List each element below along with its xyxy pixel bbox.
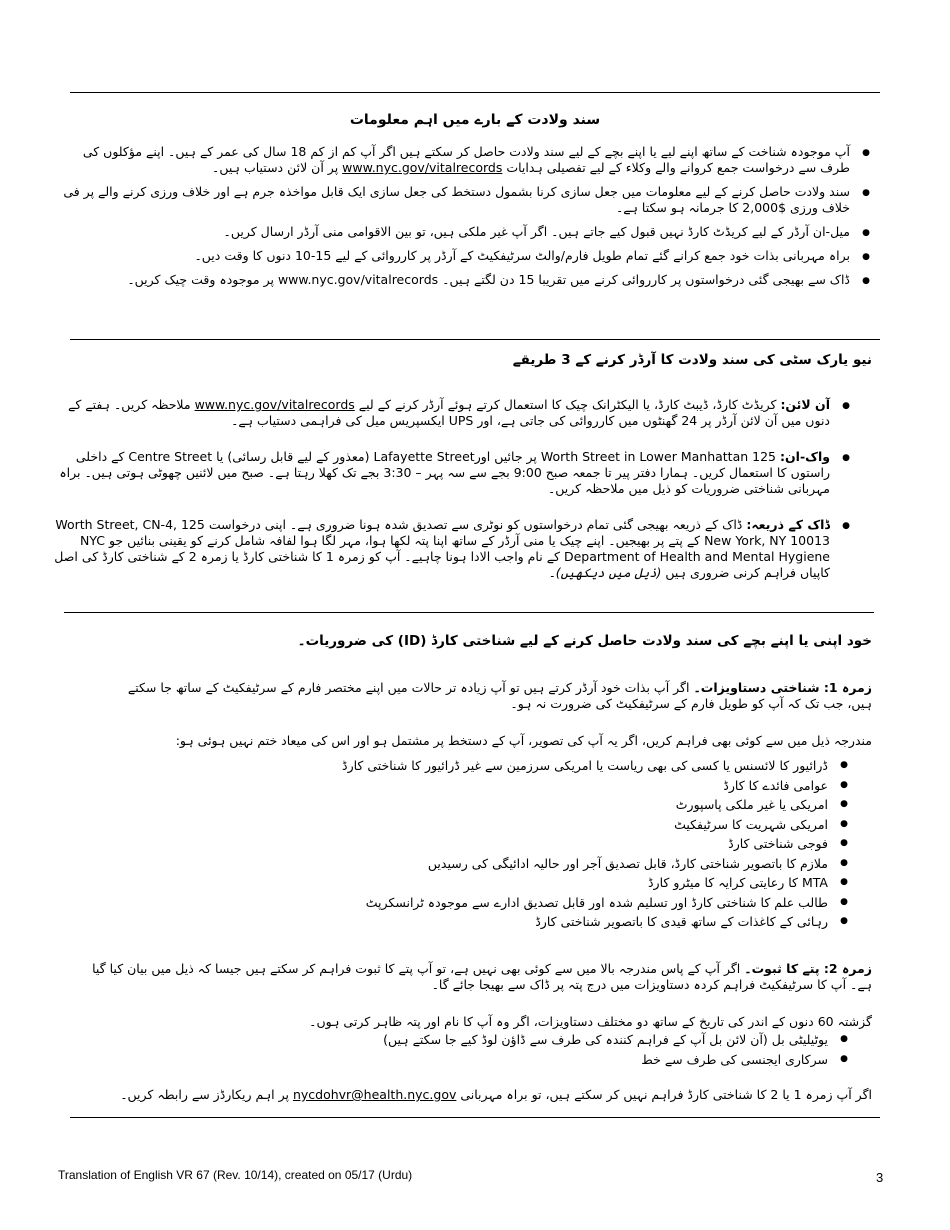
contact-paragraph: اگر آپ زمرہ 1 یا 2 کا شناختی کارڈ فراہم نہیں کر سکتے ہیں، تو براہ مہربانی nycdohvr@health.nyc.gov پر اہم ریکارڈز سے رابطہ کریں۔ bbox=[120, 1087, 872, 1102]
vitalrecords-link[interactable]: www.nyc.gov/vitalrecords bbox=[194, 397, 355, 412]
list-item: ● ڈرائیور کا لائسنس یا کسی کی بھی ریاست یا امریکی سرزمین سے غیر ڈرائیور کا شناختی کارڈ bbox=[200, 756, 850, 776]
list-item: ● ملازم کا باتصویر شناختی کارڈ، قابل تصدیق آجر اور حالیہ ادائیگی کی رسیدیں bbox=[200, 854, 850, 874]
list-item: ● براہ مہربانی بذات خود جمع کرانے گئے تمام طویل فارم/والٹ سرٹیفکیٹ کے آرڈر پر کارروائی کے لیے 15-10 دنوں کا وقت دیں۔ bbox=[52, 248, 872, 264]
section3-title: خود اپنی یا اپنے بچے کی سند ولادت حاصل کرنے کے لیے شناختی کارڈ (ID) کی ضروریات۔ bbox=[297, 633, 872, 649]
category2-list bbox=[200, 1030, 850, 1069]
list-item: ● آن لائن: کریڈٹ کارڈ، ڈیبٹ کارڈ، یا الیکٹرانک چیک کا استعمال کرتے ہوئے آرڈر کرنے کے لیے www.nyc.gov/vitalrecords ملاحظہ کریں۔ ہفتے کے دنوں میں آن لائن آرڈر پر 24 گھنٹوں میں کارروائی کی جاتی ہے، اور UPS ایکسپریس میل کی فراہمی دستیاب ہے۔ bbox=[52, 397, 852, 429]
list-item: ● فوجی شناختی کارڈ bbox=[200, 834, 850, 854]
section1-divider bbox=[70, 339, 880, 340]
list-item: ● یوٹیلیٹی بل (آن لائن بل آپ کے فراہم کنندہ کی طرف سے ڈاؤن لوڈ کیے جا سکتے ہیں) bbox=[200, 1030, 850, 1050]
section1-title: سند ولادت کے بارے میں اہم معلومات bbox=[349, 112, 601, 128]
vitalrecords-link[interactable]: www.nyc.gov/vitalrecords bbox=[342, 160, 503, 175]
list-item: ● میل-ان آرڈر کے لیے کریڈٹ کارڈ نہیں قبول کیے جاتے ہیں۔ اگر آپ غیر ملکی ہیں، تو بین الاقوامی منی آرڈر ارسال کریں۔ bbox=[52, 224, 872, 240]
list-item: ● عوامی فائدے کا کارڈ bbox=[200, 776, 850, 796]
list-item: ● امریکی شہریت کا سرٹیفکیٹ bbox=[200, 815, 850, 835]
category2-intro: گزشتہ 60 دنوں کے اندر کی تاریخ کے ساتھ دو مختلف دستاویزات، اگر وہ آپ کا نام اور پتہ ظاہر کرتی ہوں۔ bbox=[309, 1014, 872, 1029]
list-item: ● ڈاک سے بھیجی گئی درخواستوں پر کارروائی کرنے میں تقریبا 15 دن لگتے ہیں۔ www.nyc.gov/vitalrecords پر موجودہ وقت چیک کریں۔ bbox=[52, 272, 872, 288]
category2-paragraph: زمرہ 2: پتے کا ثبوت۔ اگر آپ کے پاس مندرجہ بالا میں سے کوئی بھی نہیں ہے، تو آپ پتے کا ثبوت فراہم کر سکتے ہیں جیسا کہ ذیل میں بیان کیا گیا ہے۔ آپ کا سرٹیفکیٹ فراہم کردہ دستاویزات میں درج پتہ پر ڈاک سے بھیجا جائے گا۔ bbox=[92, 961, 872, 992]
list-item: ● امریکی یا غیر ملکی پاسپورٹ bbox=[200, 795, 850, 815]
list-item: ● آپ موجودہ شناخت کے ساتھ اپنے لیے یا اپنے بچے کے لیے سند ولادت حاصل کر سکتے ہیں اگر آپ کم از کم 18 سال کی عمر کے ہیں۔ اپنے مؤکلوں کی طرف سے درخواست جمع کروانے والے وکلاء کے لیے تفصیلی ہدایات www.nyc.gov/vitalrecords پر آن لائن دستیاب ہیں۔ bbox=[52, 144, 872, 176]
section2-title: نیو یارک سٹی کی سند ولادت کا آرڈر کرنے کے 3 طریقے bbox=[512, 352, 872, 368]
category1-intro: مندرجہ ذیل میں سے کوئی بھی فراہم کریں، اگر یہ آپ کی تصویر، آپ کے دستخط پر مشتمل ہو اور اس کی میعاد ختم نہیں ہوئی ہو: bbox=[175, 733, 872, 748]
section2-divider bbox=[64, 612, 874, 613]
list-item: ● سند ولادت حاصل کرنے کے لیے معلومات میں جعل سازی کرنا بشمول دستخط کی جعل سازی ایک قابل مواخذہ جرم ہے اور خلاف ورزی کرنے والے پر فی خلاف ورزی $2,000 کا جرمانہ ہو سکتا ہے۔ bbox=[52, 184, 872, 216]
top-divider bbox=[70, 92, 880, 93]
list-item: ● طالب علم کا شناختی کارڈ اور تسلیم شدہ اور قابل تصدیق ادارے سے موجودہ ٹرانسکرپٹ bbox=[200, 893, 850, 913]
category1-list bbox=[200, 756, 850, 932]
bottom-divider bbox=[70, 1117, 880, 1118]
list-item: ● واک-ان: 125 Worth Street in Lower Manhattan پر جائیں اورLafayette Street (معذور کے لیے قابل رسائی) یا Centre Street کے داخلی راستوں کا استعمال کریں۔ ہمارا دفتر پیر تا جمعہ صبح 9:00 بجے سے سہ پہر – 3:30 بجے تک کھلا رہتا ہے۔ صبح میں لائنیں چھوٹی ہوتی ہیں۔ براہ مہربانی شناختی ضروریات کو ذیل میں ملاحظہ کریں۔ bbox=[52, 449, 852, 497]
section2-list bbox=[52, 397, 852, 601]
section1-list bbox=[52, 144, 872, 296]
category1-paragraph: زمرہ 1: شناختی دستاویزات۔ اگر آپ بذات خود آرڈر کرتے ہیں تو آپ زیادہ تر حالات میں اپنے مختصر فارم کے سرٹیفکیٹ کے ساتھ جا سکتے ہیں، جب تک کہ آپ کو طویل فارم کے سرٹیفکیٹ کی ضرورت نہ ہو۔ bbox=[127, 680, 872, 711]
page-number: 3 bbox=[876, 1170, 884, 1185]
footer-text: Translation of English VR 67 (Rev. 10/14), created on 05/17 (Urdu) bbox=[58, 1168, 413, 1182]
list-item: ● ڈاک کے ذریعہ: ڈاک کے ذریعہ بھیجی گئی تمام درخواستوں کو نوٹری سے تصدیق شدہ ہونا ضروری ہے۔ اپنی درخواست 125 Worth Street, CN-4, New York, NY 10013 کے پتے پر بھیجیں۔ اپنے چیک یا منی آرڈر کے ساتھ اپنا پتہ لکھا ہوا، مہر لگا ہوا لفافہ شامل کرنے کو یقینی بنائیں جو NYC Department of Health and Mental Hygiene کے نام واجب الادا ہونا چاہیے۔ آپ کو زمرہ 1 کا شناختی کارڈ یا زمرہ 2 کے شناختی کارڈ کی اصل کاپیاں فراہم کرنی ضروری ہیں (ذیل میں دیکھیں)۔ bbox=[52, 517, 852, 581]
list-item: ● MTA کا رعایتی کرایہ کا میٹرو کارڈ bbox=[200, 873, 850, 893]
contact-email-link[interactable]: nycdohvr@health.nyc.gov bbox=[292, 1087, 457, 1102]
list-item: ● سرکاری ایجنسی کی طرف سے خط bbox=[200, 1050, 850, 1070]
list-item: ● رہائی کے کاغذات کے ساتھ قیدی کا باتصویر شناختی کارڈ bbox=[200, 912, 850, 932]
